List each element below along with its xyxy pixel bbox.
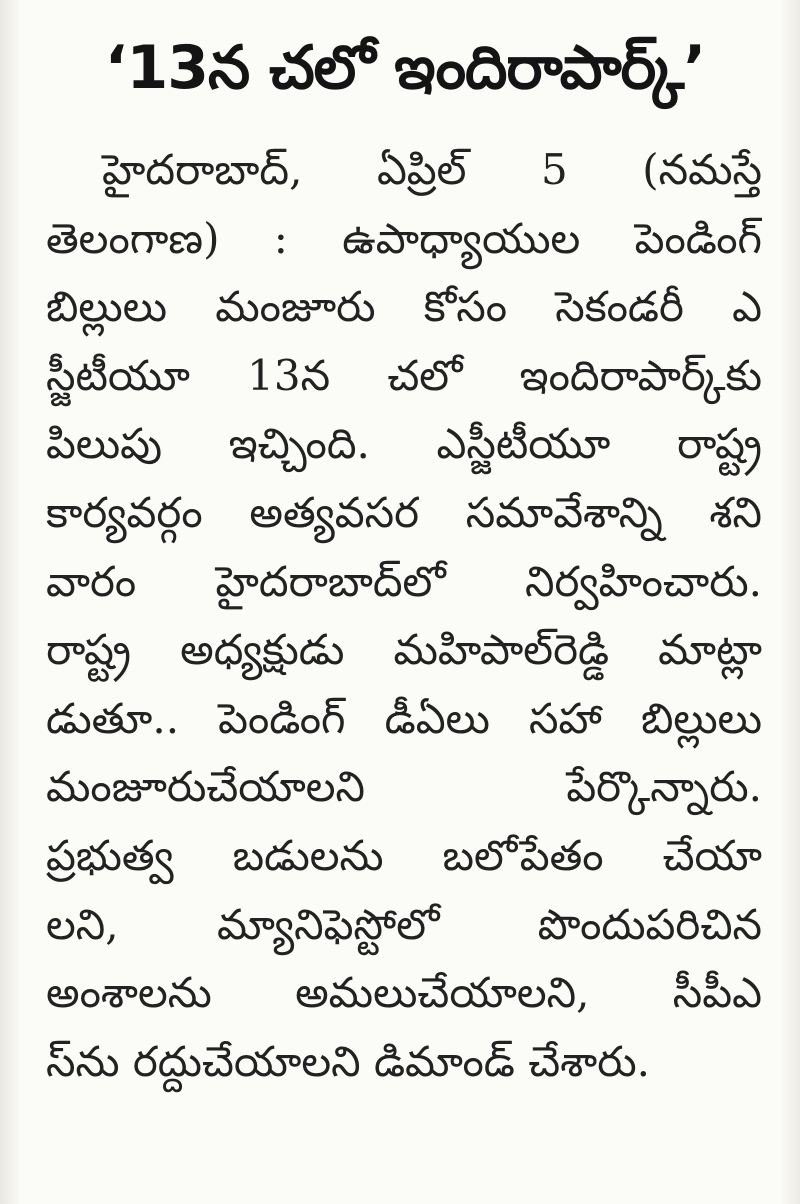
article-line: ప్రభుత్వ బడులను బలోపేతం చేయా	[46, 830, 762, 880]
paper-edge-left	[0, 0, 22, 1204]
article-line: రాష్ట్ర అధ్యక్షుడు మహిపాల్‌రెడ్డి మాట్లా	[46, 625, 762, 675]
paper-edge-right	[780, 0, 800, 1204]
article-line: వారం హైదరాబాద్‌లో నిర్వహించారు.	[46, 556, 762, 606]
article-line: పిలుపు ఇచ్చింది. ఎస్జీటీయూ రాష్ట్ర	[46, 419, 762, 469]
article-line: లని, మ్యానిఫెస్టోలో పొందుపరిచిన	[46, 899, 762, 949]
article-line: స్‌ను రద్దుచేయాలని డిమాండ్ చేశారు.	[46, 1036, 650, 1086]
article-line: అంశాలను అమలుచేయాలని, సీపీఎ	[46, 968, 762, 1018]
article-headline: ‘13న చలో ఇందిరాపార్క్’	[104, 33, 706, 103]
article-line: కార్యవర్గం అత్యవసర సమావేశాన్ని శని	[46, 487, 762, 537]
article-body	[46, 136, 762, 1096]
article-line: స్జీటీయూ 13న చలో ఇందిరాపార్క్‌కు	[46, 350, 762, 400]
article-line: డుతూ.. పెండింగ్ డీఏలు సహా బిల్లులు	[46, 693, 762, 743]
article-line: బిల్లులు మంజూరు కోసం సెకండరీ ఎ	[46, 282, 762, 332]
article-line: హైదరాబాద్, ఏప్రిల్ 5 (నమస్తే	[102, 145, 762, 194]
article-line: మంజూరుచేయాలని పేర్కొన్నారు.	[46, 762, 762, 812]
article-line: తెలంగాణ) : ఉపాధ్యాయుల పెండింగ్	[46, 213, 762, 263]
